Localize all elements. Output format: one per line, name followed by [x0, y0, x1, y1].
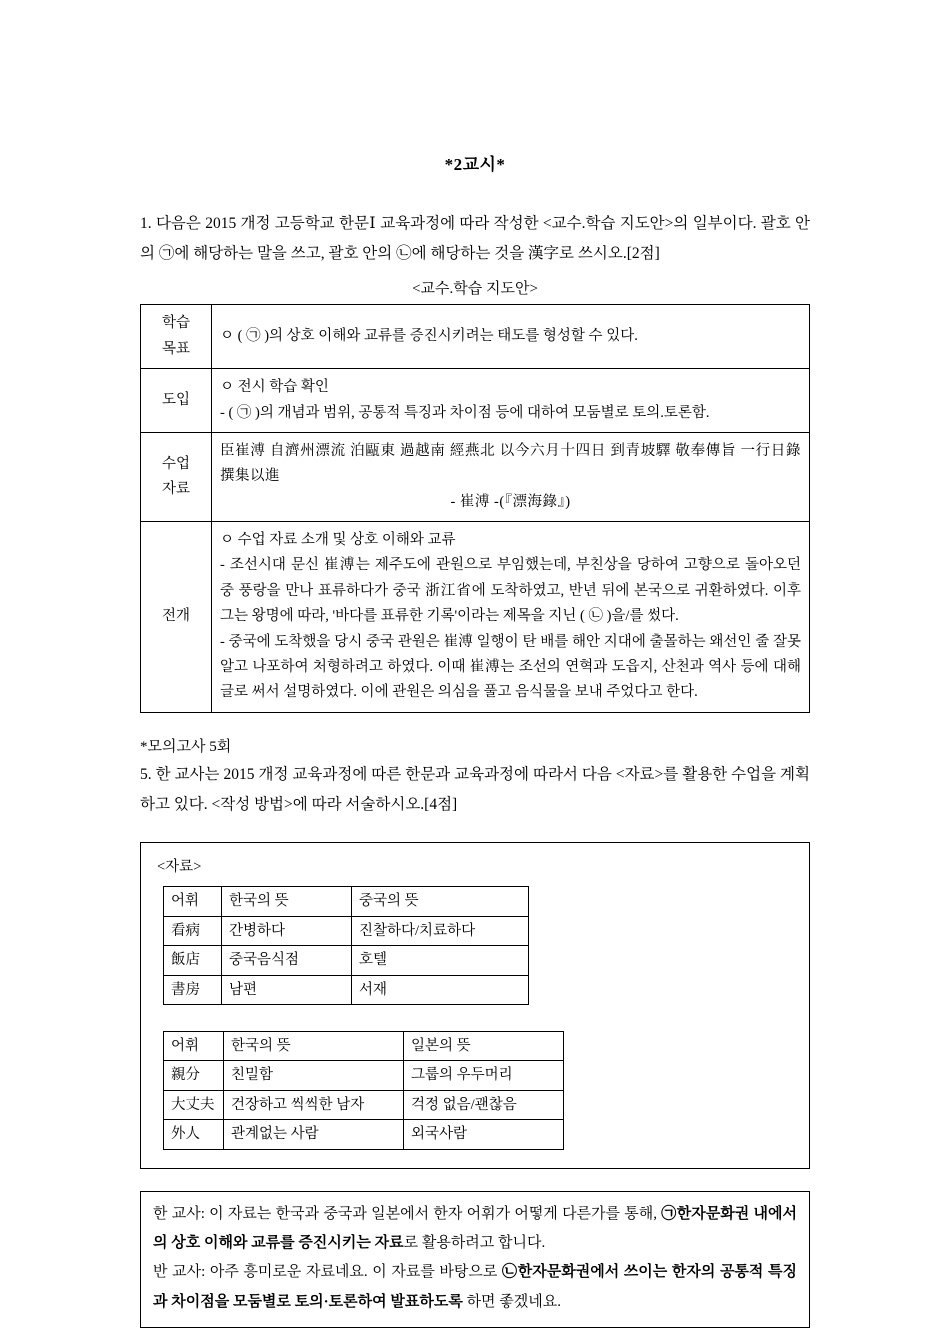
row-body-development	[212, 522, 810, 713]
section-2-heading: *모의고사 5회	[140, 738, 232, 755]
vocab-table-japan	[163, 1031, 564, 1150]
dialog-2-plain-a: 반 교사: 아주 흥미로운 자료네요. 이 자료를 바탕으로	[153, 1264, 502, 1281]
table-row	[164, 916, 529, 945]
cell: 看病	[164, 916, 222, 945]
row-label-goal: 학습 목표	[141, 305, 212, 369]
table-row	[141, 305, 810, 369]
row-body-goal	[212, 305, 810, 369]
header-cell: 한국의 뜻	[224, 1032, 404, 1061]
question-5-number: 5.	[140, 765, 152, 783]
table-header-row	[164, 887, 529, 916]
cell: 그룹의 우두머리	[404, 1061, 564, 1090]
cell: 관계없는 사람	[224, 1120, 404, 1149]
header-cell: 어휘	[164, 887, 222, 916]
goal-line-1: ㅇ ( ㉠ )의 상호 이해와 교류를 증진시키려는 태도를 형성할 수 있다.	[220, 328, 638, 345]
dialog-1-plain-b: 로 활용하려고 합니다.	[403, 1235, 546, 1252]
question-5-text	[140, 760, 810, 820]
dialog-1-plain-a: 한 교사: 이 자료는 한국과 중국과 일본에서 한자 어휘가 어떻게 다른가를 통해,	[153, 1205, 662, 1222]
vocab-table-china	[163, 886, 529, 1005]
data-box	[140, 842, 810, 1169]
dialog-line-teacher-ban	[153, 1258, 797, 1317]
row-label-development: 전개	[141, 522, 212, 713]
table-row	[141, 369, 810, 433]
header-cell: 중국의 뜻	[352, 887, 529, 916]
cell: 書房	[164, 975, 222, 1004]
table-row	[164, 975, 529, 1004]
data-box-caption: <자료>	[157, 859, 202, 876]
header-cell: 한국의 뜻	[222, 887, 352, 916]
page-title: *2교시*	[444, 155, 506, 174]
dialog-box	[140, 1191, 810, 1328]
cell: 大丈夫	[164, 1090, 224, 1119]
table-row	[164, 1090, 564, 1119]
cell: 호텔	[352, 946, 529, 975]
cell: 외국사람	[404, 1120, 564, 1149]
material-line-2: - 崔溥 -(『漂海錄』)	[450, 493, 571, 510]
row-body-material	[212, 432, 810, 521]
header-cell: 어휘	[164, 1032, 224, 1061]
question-1-text	[140, 209, 810, 269]
dialog-2-plain-b: 하면 좋겠네요.	[462, 1293, 562, 1310]
header-cell: 일본의 뜻	[404, 1032, 564, 1061]
dev-line-2: - 조선시대 문신 崔溥는 제주도에 관원으로 부임했는데, 부친상을 당하여 고향으로 돌아오던 중 풍랑을 만나 표류하다가 중국 浙江省에 도착하였고, 반년 뒤에 본국으로 귀환하였다. 이후 그는 왕명에 따라, '바다를 표류한 기록'이라는 제목을 지닌 ( ㉡ )을/를 썼다.	[220, 557, 801, 625]
cell: 外人	[164, 1120, 224, 1149]
cell: 親分	[164, 1061, 224, 1090]
dialog-1-bold: ㉠한자문화권 내에서의 상호 이해와 교류를 증진시키는 자료	[153, 1205, 797, 1252]
question-5-body: 한 교사는 2015 개정 교육과정에 따른 한문과 교육과정에 따라서 다음 <자료>를 활용한 수업을 계획하고 있다. <작성 방법>에 따라 서술하시오.[4점]	[140, 765, 810, 813]
table-row	[164, 1120, 564, 1149]
table-row	[141, 522, 810, 713]
table-row	[141, 432, 810, 521]
dialog-line-teacher-han	[153, 1200, 797, 1259]
dev-line-3: - 중국에 도착했을 당시 중국 관원은 崔溥 일행이 탄 배를 해안 지대에 출몰하는 왜선인 줄 잘못 알고 나포하여 처형하려고 하였다. 이때 崔溥는 조선의 연혁과 도읍지, 산천과 역사 등에 대해 글로 써서 설명하였다. 이에 관원은 의심을 풀고 음식물을 보내 주었다고 한다.	[220, 633, 801, 701]
cell: 飯店	[164, 946, 222, 975]
table-row	[164, 1061, 564, 1090]
cell: 중국음식점	[222, 946, 352, 975]
material-line-1: 臣崔溥 自濟州漂流 泊甌東 過越南 經燕北 以今六月十四日 到青坡驛 敬奉傳旨 一行日錄 撰集以進	[220, 442, 801, 485]
cell: 걱정 없음/괜찮음	[404, 1090, 564, 1119]
cell: 친밀함	[224, 1061, 404, 1090]
dev-line-1: ㅇ 수업 자료 소개 및 상호 이해와 교류	[220, 532, 456, 549]
dialog-2-bold: ㉡한자문화권에서 쓰이는 한자의 공통적 특징과 차이점을 모둠별로 토의·토론하여 발표하도록	[153, 1264, 797, 1310]
cell: 간병하다	[222, 916, 352, 945]
row-body-intro	[212, 369, 810, 433]
question-1-number: 1.	[140, 215, 152, 232]
intro-line-1: ㅇ 전시 학습 확인	[220, 379, 329, 396]
cell: 남편	[222, 975, 352, 1004]
table-header-row	[164, 1032, 564, 1061]
lesson-plan-table	[140, 304, 810, 712]
lesson-plan-caption: <교수.학습 지도안>	[412, 281, 538, 298]
cell: 진찰하다/치료하다	[352, 916, 529, 945]
intro-line-2: - ( ㉠ )의 개념과 범위, 공통적 특징과 차이점 등에 대하여 모둠별로 토의.토론함.	[220, 404, 710, 421]
table-row	[164, 946, 529, 975]
cell: 서재	[352, 975, 529, 1004]
question-1-body: 다음은 2015 개정 고등학교 한문Ⅰ 교육과정에 따라 작성한 <교수.학습 지도안>의 일부이다. 괄호 안의 ㉠에 해당하는 말을 쓰고, 괄호 안의 ㉡에 해당하는 것을 漢字로 쓰시오.[2점]	[140, 215, 811, 263]
row-label-material: 수업 자료	[141, 432, 212, 521]
cell: 건장하고 씩씩한 남자	[224, 1090, 404, 1119]
row-label-intro: 도입	[141, 369, 212, 433]
